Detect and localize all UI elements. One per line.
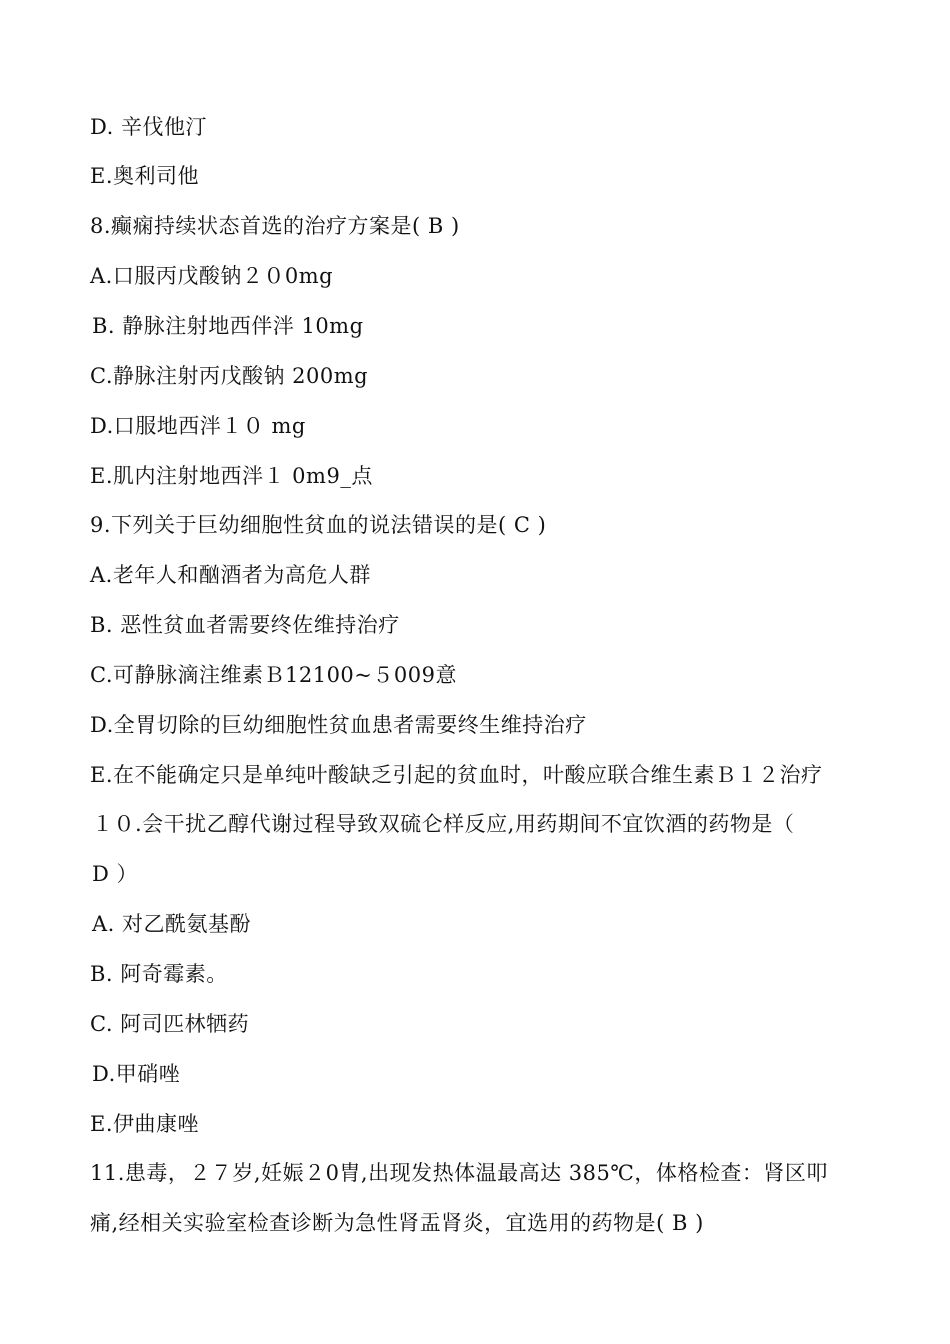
q8-option-c: C.静脉注射丙戊酸钠 200mg: [90, 364, 369, 388]
option-d-simvastatin: D. 辛伐他汀: [90, 115, 207, 139]
option-e-orlistat: E.奥利司他: [90, 164, 200, 188]
q9-option-e: E.在不能确定只是单纯叶酸缺乏引起的贫血时，叶酸应联合维生素Ｂ１２治疗: [90, 763, 823, 787]
q10-option-c: C. 阿司匹林牺药: [90, 1012, 250, 1036]
q10-option-e: E.伊曲康唑: [90, 1112, 200, 1136]
q8-option-e: E.肌内注射地西泮１ 0m9_点: [90, 464, 373, 488]
q8-option-a: A.口服丙戊酸钠２０0mg: [90, 264, 334, 288]
q8-option-b: B. 静脉注射地西伴泮 10mg: [92, 314, 364, 338]
q9-option-d: D.全胃切除的巨幼细胞性贫血患者需要终生维持治疗: [90, 713, 587, 737]
q10-option-d: D.甲硝唑: [92, 1062, 181, 1086]
question-11-line-1: 11.患毒，２７岁,妊娠２0胄,出现发热体温最高达 385℃，体格检查：肾区叩: [90, 1161, 828, 1185]
q10-option-b: B. 阿奇霉素。: [90, 962, 228, 986]
question-11-line-2: 痛,经相关实验室检查诊断为急性肾盂肾炎，宜选用的药物是( B ): [90, 1211, 704, 1235]
q8-option-d: D.口服地西泮１０ mg: [90, 414, 306, 438]
q10-option-a: A. 对乙酰氨基酚: [92, 912, 252, 936]
question-10: １０.会干扰乙醇代谢过程导致双硫仑样反应,用药期间不宜饮酒的药物是（: [92, 812, 795, 836]
question-10-answer: D ）: [92, 862, 139, 886]
question-8: 8.癫痫持续状态首选的治疗方案是( B ): [90, 214, 460, 238]
q9-option-b: B. 恶性贫血者需要终佐维持治疗: [90, 613, 400, 637]
q9-option-c: C.可静脉滴注维素Ｂ12100~５009意: [90, 663, 457, 687]
q9-option-a: A.老年人和酗酒者为高危人群: [90, 563, 371, 587]
question-9: 9.下列关于巨幼细胞性贫血的说法错误的是( C ): [90, 513, 547, 537]
